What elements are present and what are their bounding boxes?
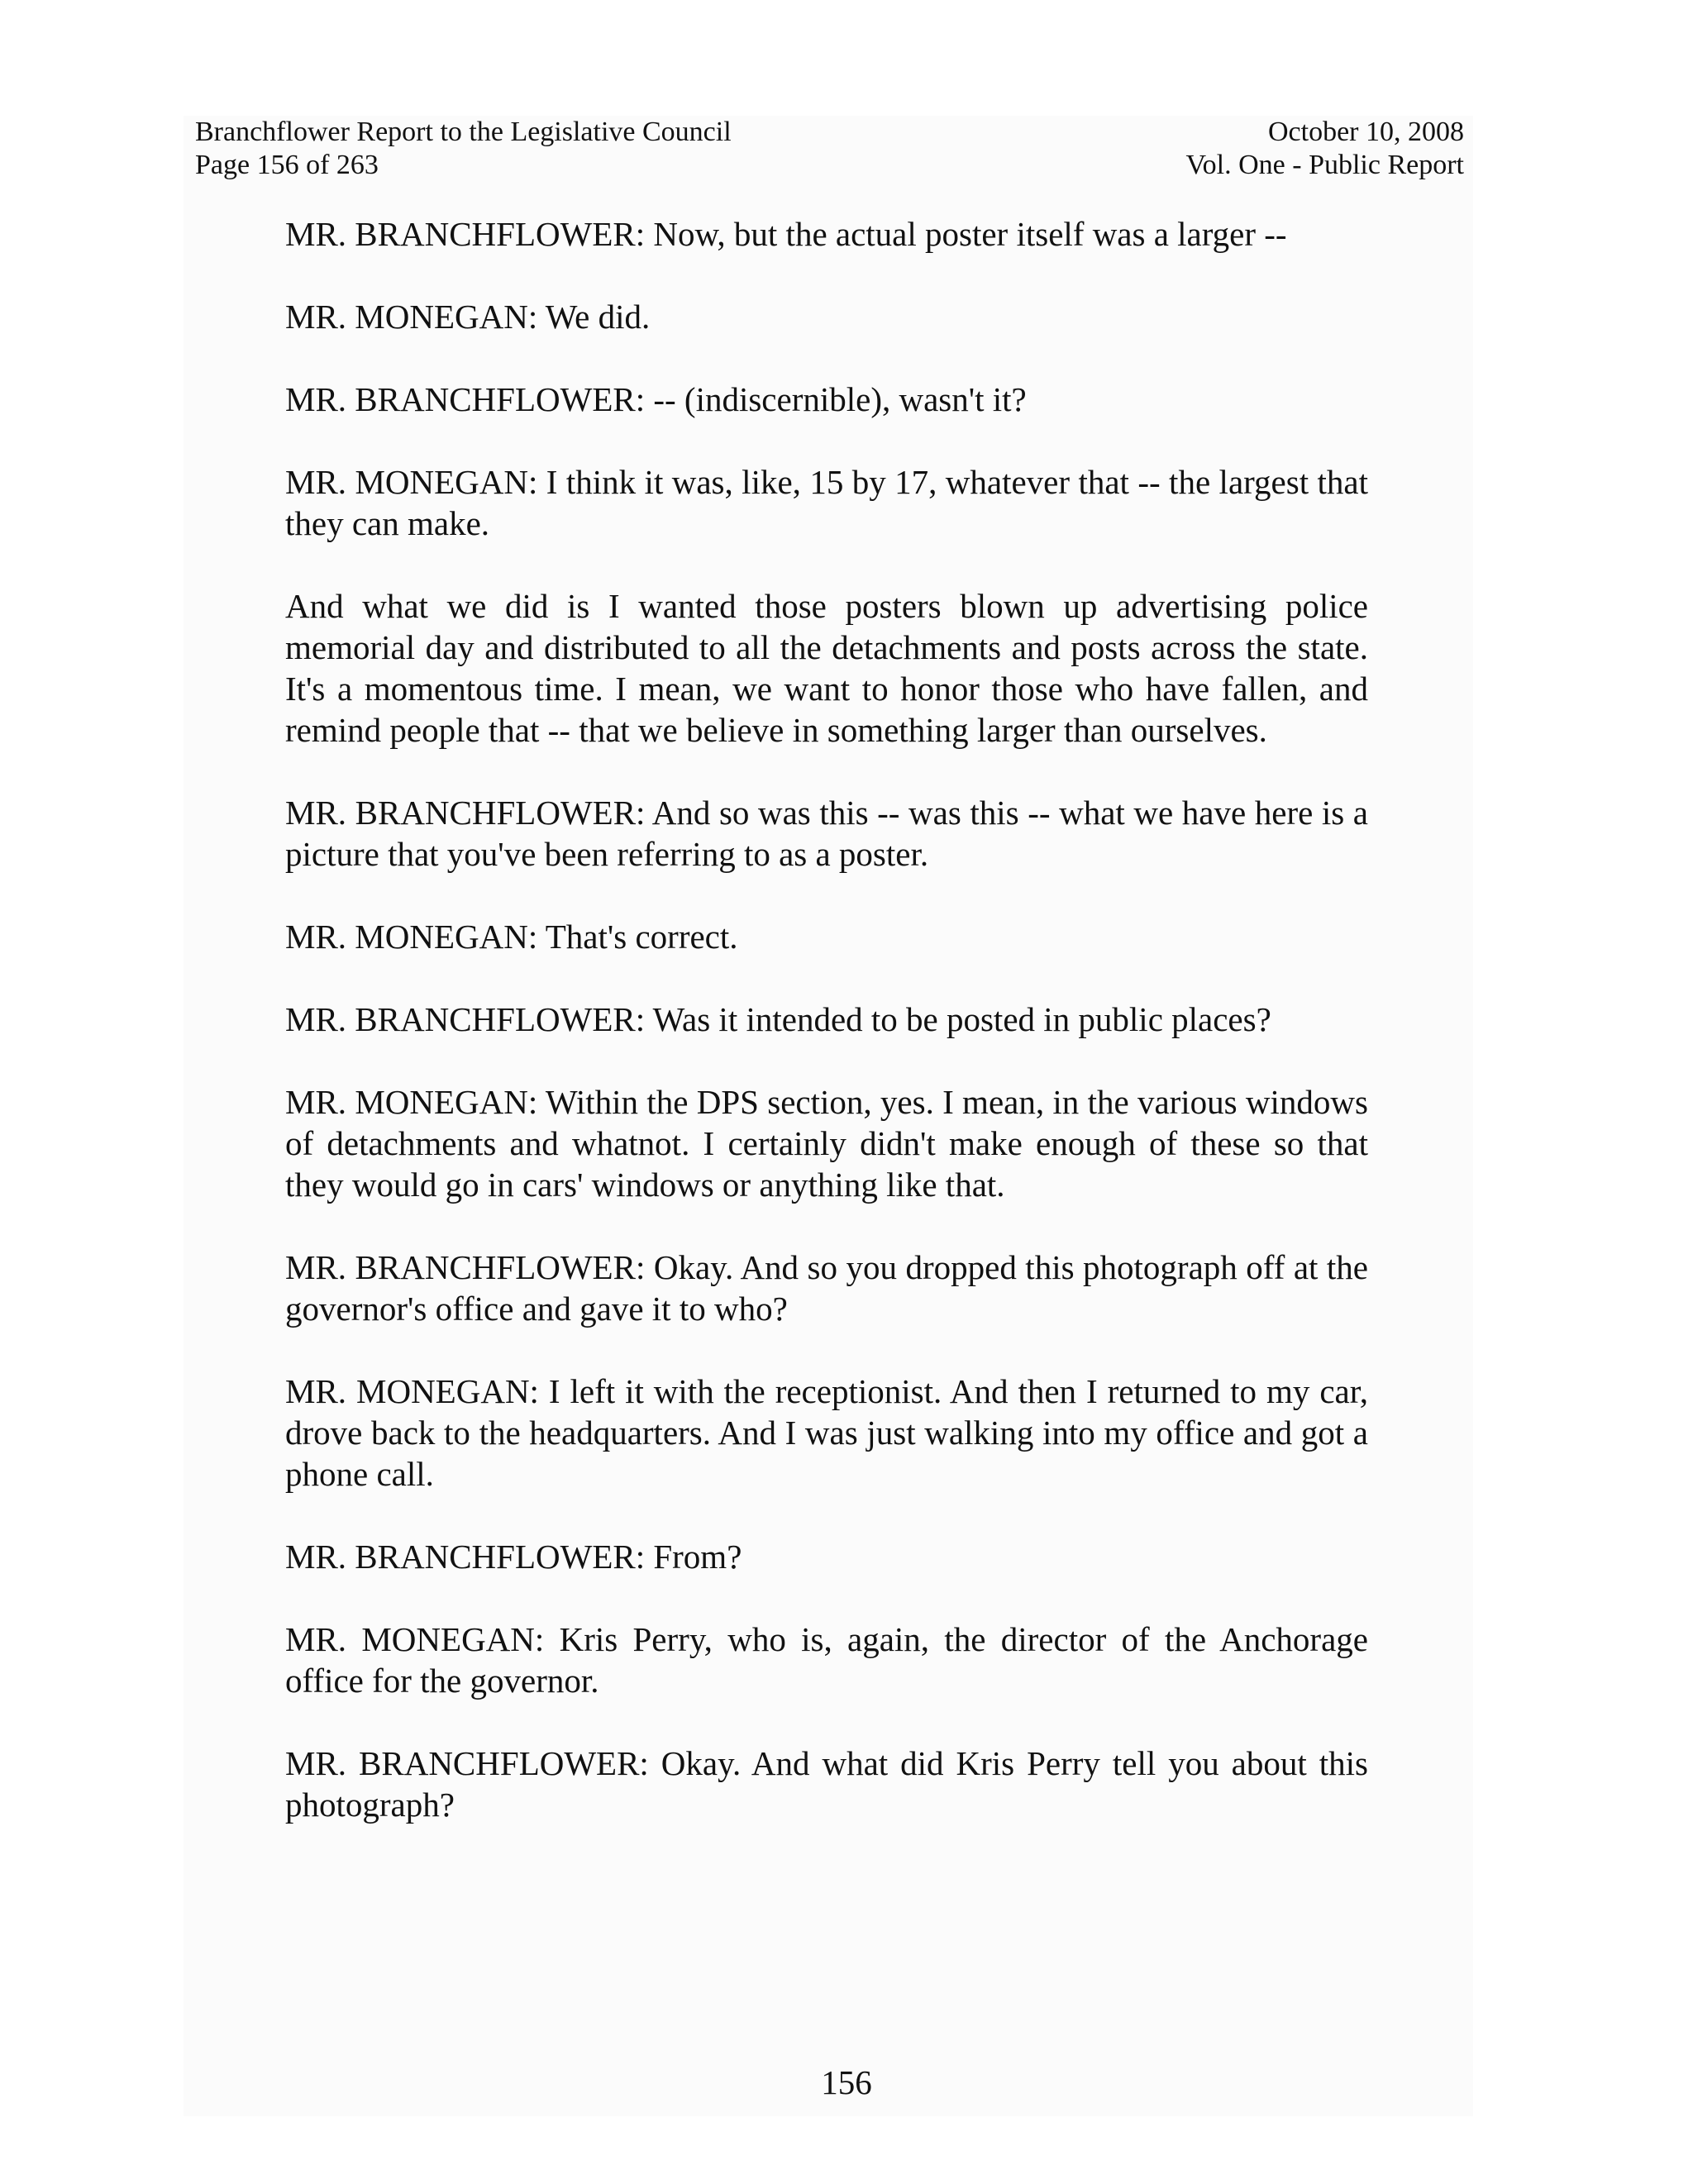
page-indicator: Page 156 of 263: [195, 150, 379, 180]
transcript-paragraph: MR. MONEGAN: Within the DPS section, yes. I mean, in the various windows of detachments and whatnot. I certainly didn't make enough of these so that they would go in cars' windows or anything like that.: [285, 1083, 1368, 1204]
transcript-paragraph: MR. MONEGAN: We did.: [285, 298, 651, 336]
report-volume: Vol. One - Public Report: [1185, 150, 1464, 180]
header-right: [1185, 116, 1464, 182]
transcript-paragraph: MR. MONEGAN: Kris Perry, who is, again, the director of the Anchorage office for the governor.: [285, 1620, 1368, 1700]
transcript-paragraph: MR. BRANCHFLOWER: Was it intended to be posted in public places?: [285, 1000, 1271, 1038]
transcript-paragraph: And what we did is I wanted those posters blown up advertising police memorial day and distributed to all the detachments and posts across the state. It's a momentous time. I mean, we want to honor those who have fallen, and remind people that -- that we believe in something larger than ourselves.: [285, 587, 1368, 749]
header-left: [195, 116, 732, 182]
report-date: October 10, 2008: [1267, 117, 1464, 147]
transcript-paragraph: MR. BRANCHFLOWER: From?: [285, 1538, 742, 1576]
transcript-paragraph: MR. MONEGAN: I left it with the receptionist. And then I returned to my car, drove back to the headquarters. And I was just walking into my office and got a phone call.: [285, 1372, 1368, 1493]
transcript-paragraph: MR. MONEGAN: I think it was, like, 15 by 17, whatever that -- the largest that they can make.: [285, 463, 1368, 542]
page-number: 156: [821, 2063, 872, 2101]
transcript-paragraph: MR. BRANCHFLOWER: Okay. And what did Kris Perry tell you about this photograph?: [285, 1744, 1368, 1824]
report-title: Branchflower Report to the Legislative Council: [195, 117, 732, 147]
transcript-paragraph: MR. BRANCHFLOWER: Now, but the actual poster itself was a larger --: [285, 215, 1287, 253]
transcript-paragraph: MR. BRANCHFLOWER: Okay. And so you dropped this photograph off at the governor's office and gave it to who?: [285, 1248, 1368, 1328]
transcript-paragraph: MR. MONEGAN: That's correct.: [285, 918, 738, 956]
transcript-body: [285, 213, 1368, 1867]
transcript-paragraph: MR. BRANCHFLOWER: And so was this -- was this -- what we have here is a picture that you've been referring to as a poster.: [285, 794, 1368, 873]
transcript-paragraph: MR. BRANCHFLOWER: -- (indiscernible), wasn't it?: [285, 380, 1027, 418]
